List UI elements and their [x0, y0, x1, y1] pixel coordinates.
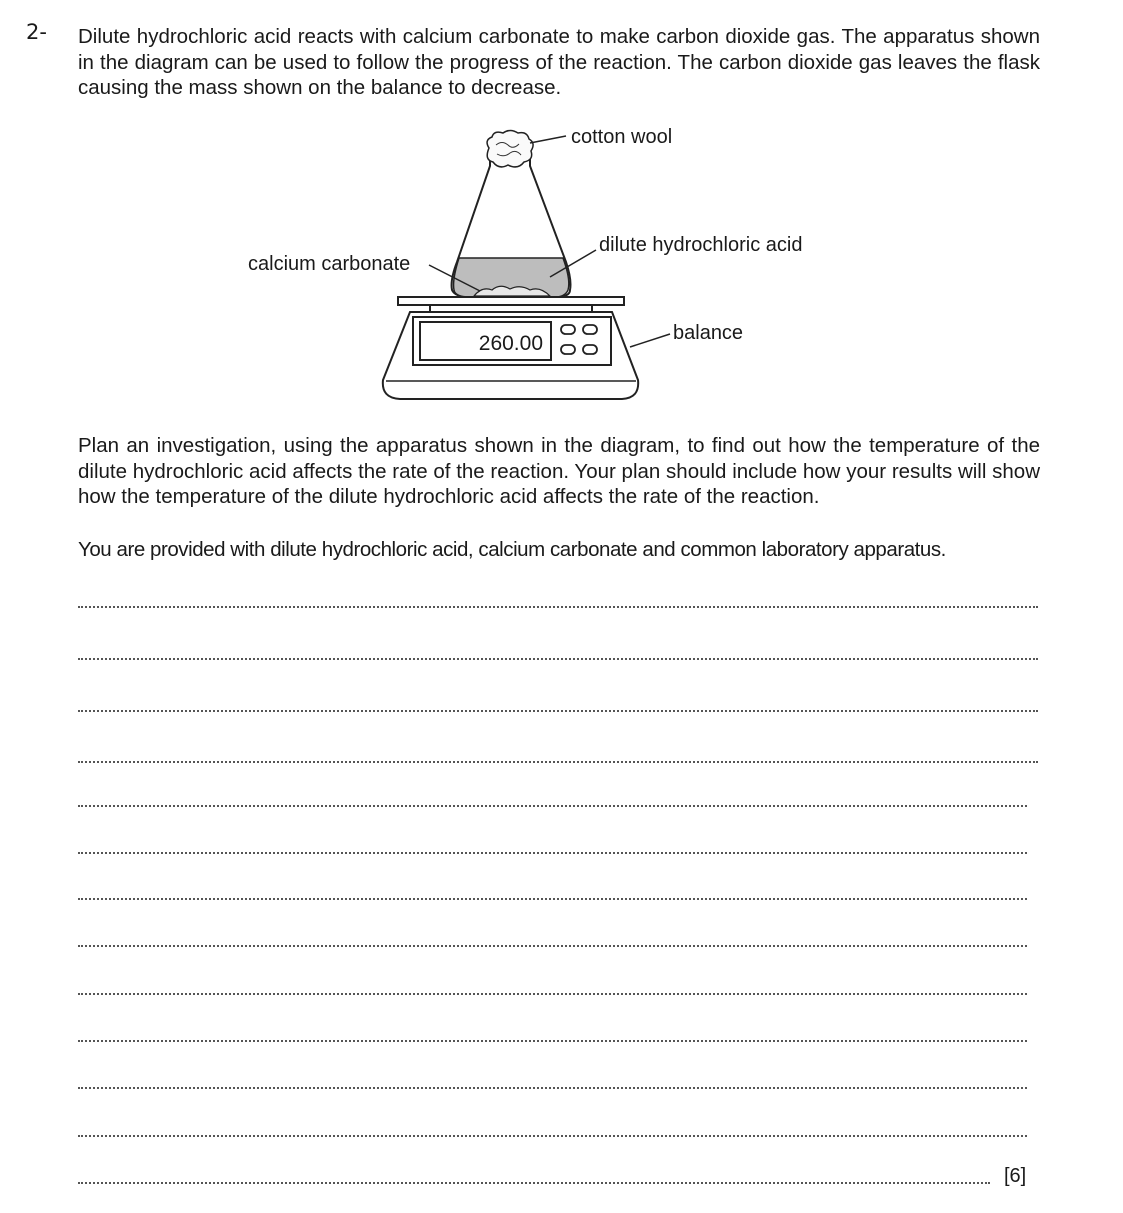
apparatus-diagram [240, 118, 860, 408]
label-calcium-carbonate: calcium carbonate [248, 253, 411, 275]
balance-reading: 260.00 [478, 332, 543, 355]
answer-line[interactable] [78, 710, 1038, 712]
question-task: Plan an investigation, using the apparatus shown in the diagram, to find out how the temperature of the dilute hydrochloric acid affects the rate of the reaction. Your plan should include how your results will show how the temperature of the dilute hydrochloric acid affects the rate of the reaction. [78, 434, 1040, 508]
balance-pan [398, 297, 624, 305]
answer-line[interactable] [78, 658, 1038, 660]
marks-available: [6] [1004, 1165, 1027, 1187]
label-dilute-hydrochloric-acid: dilute hydrochloric acid [599, 234, 803, 256]
question-intro: Dilute hydrochloric acid reacts with calcium carbonate to make carbon dioxide gas. The apparatus shown in the diagram can be used to follow the progress of the reaction. The carbon dioxide gas leaves the flask causing the mass shown on the balance to decrease. [78, 25, 1040, 99]
answer-line[interactable] [78, 606, 1038, 608]
answer-line[interactable] [78, 852, 1027, 854]
cotton-wool-plug [487, 131, 533, 167]
answer-line[interactable] [78, 993, 1027, 995]
label-balance: balance [673, 322, 744, 344]
answer-line[interactable] [78, 945, 1027, 947]
answer-line[interactable] [78, 1135, 1027, 1137]
answer-line[interactable] [78, 898, 1027, 900]
answer-line[interactable] [78, 1182, 990, 1184]
question-provided: You are provided with dilute hydrochloric acid, calcium carbonate and common laboratory apparatus. [78, 538, 946, 561]
answer-line[interactable] [78, 805, 1027, 807]
question-number: 2- [26, 20, 47, 44]
label-cotton-wool: cotton wool [571, 126, 673, 148]
answer-line[interactable] [78, 761, 1038, 763]
answer-line[interactable] [78, 1087, 1027, 1089]
answer-line[interactable] [78, 1040, 1027, 1042]
